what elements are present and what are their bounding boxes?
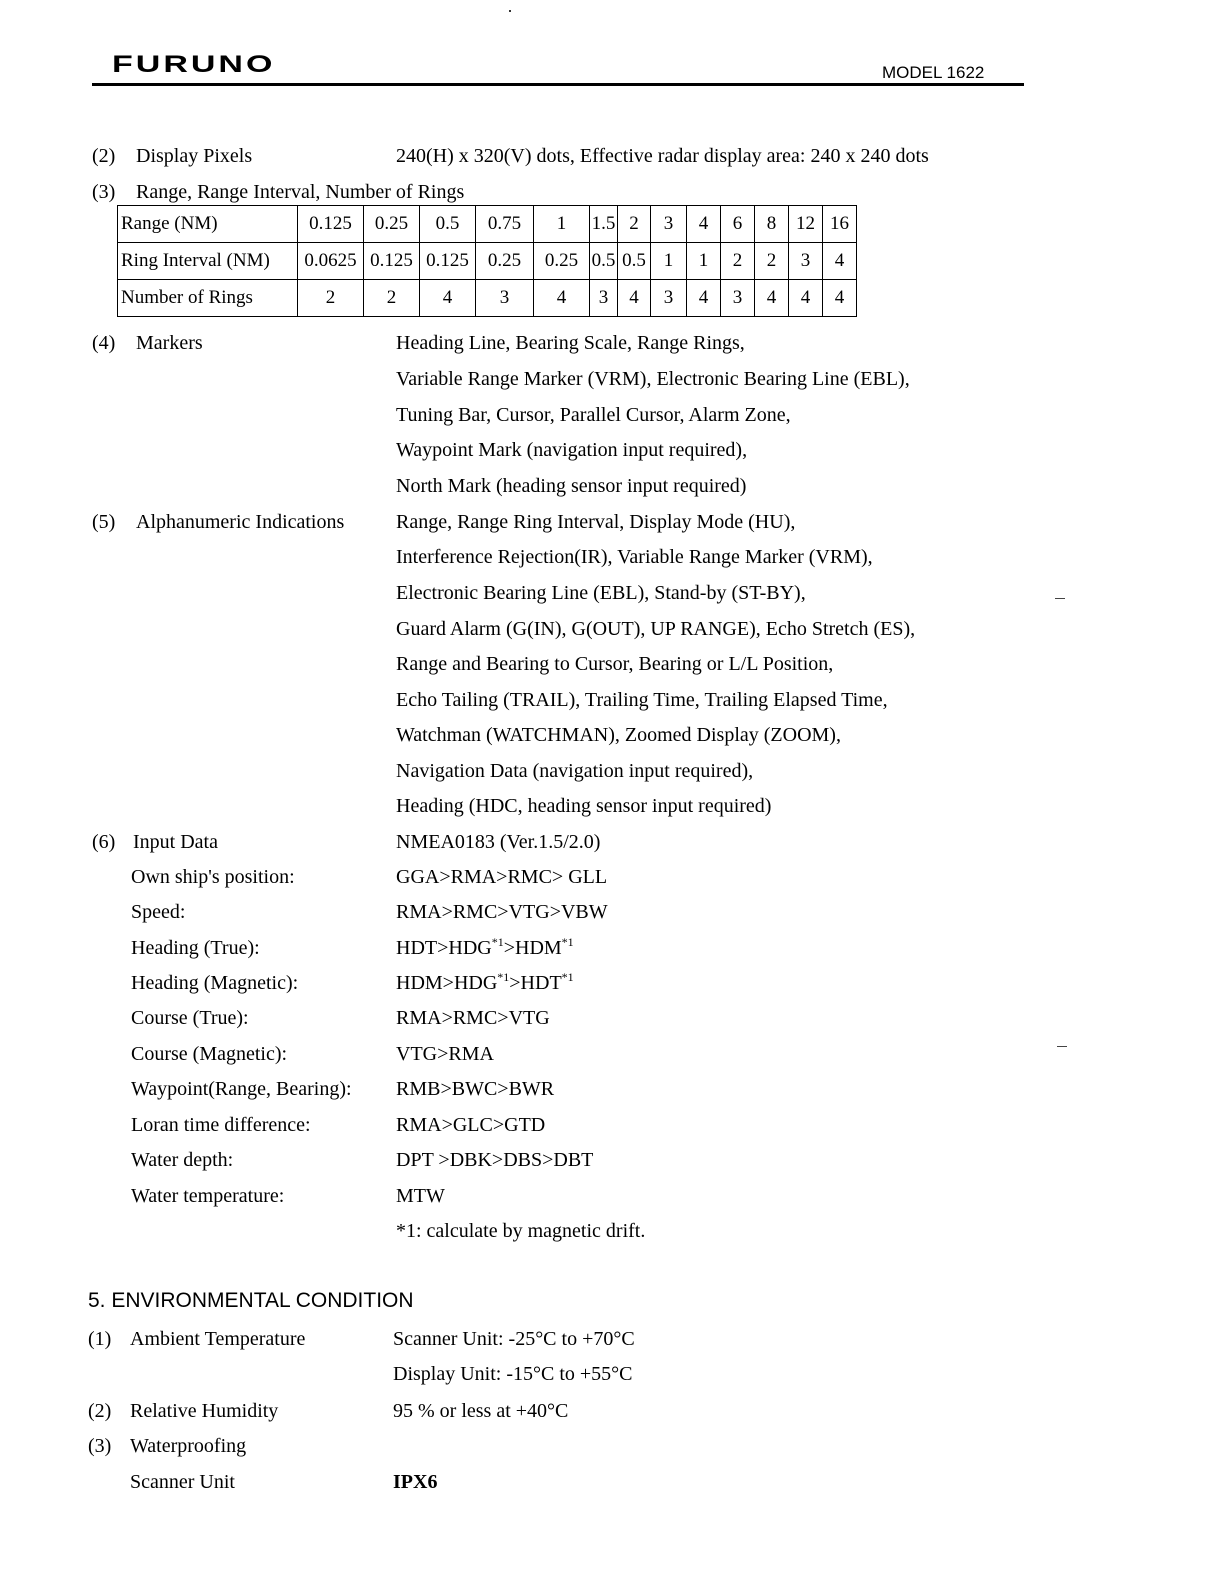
input-label: Heading (True): bbox=[131, 937, 260, 959]
indication-line: Range, Range Ring Interval, Display Mode (HU), bbox=[396, 511, 796, 533]
indication-line: Range and Bearing to Cursor, Bearing or L/L Position, bbox=[396, 653, 834, 675]
scan-mark bbox=[1057, 1046, 1067, 1047]
input-value: GGA>RMA>RMC> GLL bbox=[396, 866, 608, 888]
table-cell: 4 bbox=[534, 280, 590, 317]
speck bbox=[509, 10, 511, 12]
table-cell: 3 bbox=[590, 280, 618, 317]
input-label: Heading (Magnetic): bbox=[131, 972, 299, 994]
table-cell: 0.25 bbox=[476, 243, 534, 280]
table-cell: 4 bbox=[687, 206, 721, 243]
item-number: (3) bbox=[88, 1435, 112, 1457]
item-label: Range, Range Interval, Number of Rings bbox=[136, 181, 465, 203]
markers-line: North Mark (heading sensor input required) bbox=[396, 475, 747, 497]
input-value: RMA>GLC>GTD bbox=[396, 1114, 546, 1136]
input-value: DPT >DBK>DBS>DBT bbox=[396, 1149, 594, 1171]
table-cell: 3 bbox=[651, 280, 687, 317]
indication-line: Interference Rejection(IR), Variable Range Marker (VRM), bbox=[396, 546, 873, 568]
markers-line: Waypoint Mark (navigation input required), bbox=[396, 439, 748, 461]
item-number: (1) bbox=[88, 1328, 112, 1350]
markers-line: Tuning Bar, Cursor, Parallel Cursor, Alarm Zone, bbox=[396, 404, 791, 426]
indication-line: Echo Tailing (TRAIL), Trailing Time, Trailing Elapsed Time, bbox=[396, 689, 888, 711]
table-cell: 8 bbox=[755, 206, 789, 243]
table-cell: 4 bbox=[823, 243, 857, 280]
table-cell: 4 bbox=[823, 280, 857, 317]
input-value: MTW bbox=[396, 1185, 445, 1207]
item-value: 95 % or less at +40°C bbox=[393, 1400, 569, 1422]
section-heading: 5. ENVIRONMENTAL CONDITION bbox=[88, 1289, 414, 1312]
table-cell: 1 bbox=[687, 243, 721, 280]
input-label: Course (Magnetic): bbox=[131, 1043, 288, 1065]
table-cell: 2 bbox=[721, 243, 755, 280]
markers-line: Variable Range Marker (VRM), Electronic Bearing Line (EBL), bbox=[396, 368, 910, 390]
indication-line: Navigation Data (navigation input required), bbox=[396, 760, 754, 782]
input-value: RMA>RMC>VTG bbox=[396, 1007, 550, 1029]
input-label: Own ship's position: bbox=[131, 866, 295, 888]
item-value: Scanner Unit: -25°C to +70°C bbox=[393, 1328, 635, 1350]
table-cell: 4 bbox=[618, 280, 651, 317]
table-cell: 0.5 bbox=[420, 206, 476, 243]
input-label: Course (True): bbox=[131, 1007, 249, 1029]
scan-mark bbox=[1055, 598, 1065, 599]
table-row bbox=[118, 243, 857, 280]
item-number: (5) bbox=[92, 511, 116, 533]
table-cell: 2 bbox=[755, 243, 789, 280]
indication-line: Heading (HDC, heading sensor input required) bbox=[396, 795, 772, 817]
item-label: Waterproofing bbox=[130, 1435, 247, 1457]
item-number: (3) bbox=[92, 181, 116, 203]
header-rule bbox=[92, 83, 1024, 86]
table-cell: 2 bbox=[298, 280, 364, 317]
table-cell: 0.25 bbox=[534, 243, 590, 280]
table-cell: 0.125 bbox=[364, 243, 420, 280]
item-value: IPX6 bbox=[393, 1471, 438, 1493]
table-cell: 0.5 bbox=[590, 243, 618, 280]
table-cell: 12 bbox=[789, 206, 823, 243]
item-number: (2) bbox=[88, 1400, 112, 1422]
item-value: NMEA0183 (Ver.1.5/2.0) bbox=[396, 831, 601, 853]
model-label: MODEL 1622 bbox=[882, 63, 985, 82]
table-cell: 3 bbox=[721, 280, 755, 317]
input-value: VTG>RMA bbox=[396, 1043, 494, 1065]
range-table bbox=[117, 205, 857, 317]
input-value: $HDM>HDG^{*1}>HDT^{*1}$ bbox=[396, 970, 574, 994]
table-cell: 4 bbox=[789, 280, 823, 317]
table-cell: 0.0625 bbox=[298, 243, 364, 280]
item-label: Scanner Unit bbox=[130, 1471, 235, 1493]
item-number: (6) bbox=[92, 831, 116, 853]
row-header: Ring Interval (NM) bbox=[118, 243, 298, 280]
item-label: Markers bbox=[136, 332, 203, 354]
table-cell: 2 bbox=[618, 206, 651, 243]
table-cell: 0.75 bbox=[476, 206, 534, 243]
table-cell: 1 bbox=[651, 243, 687, 280]
item-label: Input Data bbox=[133, 831, 218, 853]
brand-logo: FURUNO bbox=[112, 50, 276, 78]
item-label: Ambient Temperature bbox=[130, 1328, 306, 1350]
input-value: RMA>RMC>VTG>VBW bbox=[396, 901, 608, 923]
table-cell: 2 bbox=[364, 280, 420, 317]
indication-line: Watchman (WATCHMAN), Zoomed Display (ZOOM), bbox=[396, 724, 841, 746]
markers-line: Heading Line, Bearing Scale, Range Rings, bbox=[396, 332, 745, 354]
table-row bbox=[118, 206, 857, 243]
table-cell: 0.125 bbox=[420, 243, 476, 280]
table-row bbox=[118, 280, 857, 317]
item-label: Alphanumeric Indications bbox=[136, 511, 345, 533]
input-label: Speed: bbox=[131, 901, 186, 923]
input-value: $HDT>HDG^{*1}>HDM^{*1}$ bbox=[396, 935, 574, 959]
item-value: Display Unit: -15°C to +55°C bbox=[393, 1363, 633, 1385]
table-cell: 0.125 bbox=[298, 206, 364, 243]
item-label: Relative Humidity bbox=[130, 1400, 279, 1422]
input-value: RMB>BWC>BWR bbox=[396, 1078, 555, 1100]
row-header: Range (NM) bbox=[118, 206, 298, 243]
table-cell: 4 bbox=[420, 280, 476, 317]
item-value: 240(H) x 320(V) dots, Effective radar display area: 240 x 240 dots bbox=[396, 145, 929, 167]
table-cell: 0.5 bbox=[618, 243, 651, 280]
indication-line: Electronic Bearing Line (EBL), Stand-by (ST-BY), bbox=[396, 582, 806, 604]
input-label: Water temperature: bbox=[131, 1185, 285, 1207]
table-cell: 4 bbox=[687, 280, 721, 317]
input-label: Loran time difference: bbox=[131, 1114, 311, 1136]
item-number: (2) bbox=[92, 145, 116, 167]
table-cell: 3 bbox=[651, 206, 687, 243]
table-cell: 3 bbox=[789, 243, 823, 280]
table-cell: 4 bbox=[755, 280, 789, 317]
input-label: Water depth: bbox=[131, 1149, 234, 1171]
table-cell: 0.25 bbox=[364, 206, 420, 243]
indication-line: Guard Alarm (G(IN), G(OUT), UP RANGE), Echo Stretch (ES), bbox=[396, 618, 916, 640]
table-cell: 1 bbox=[534, 206, 590, 243]
input-label: Waypoint(Range, Bearing): bbox=[131, 1078, 352, 1100]
table-cell: 3 bbox=[476, 280, 534, 317]
item-label: Display Pixels bbox=[136, 145, 253, 167]
table-cell: 6 bbox=[721, 206, 755, 243]
row-header: Number of Rings bbox=[118, 280, 298, 317]
table-cell: 16 bbox=[823, 206, 857, 243]
item-number: (4) bbox=[92, 332, 116, 354]
table-cell: 1.5 bbox=[590, 206, 618, 243]
footnote: *1: calculate by magnetic drift. bbox=[396, 1220, 646, 1242]
